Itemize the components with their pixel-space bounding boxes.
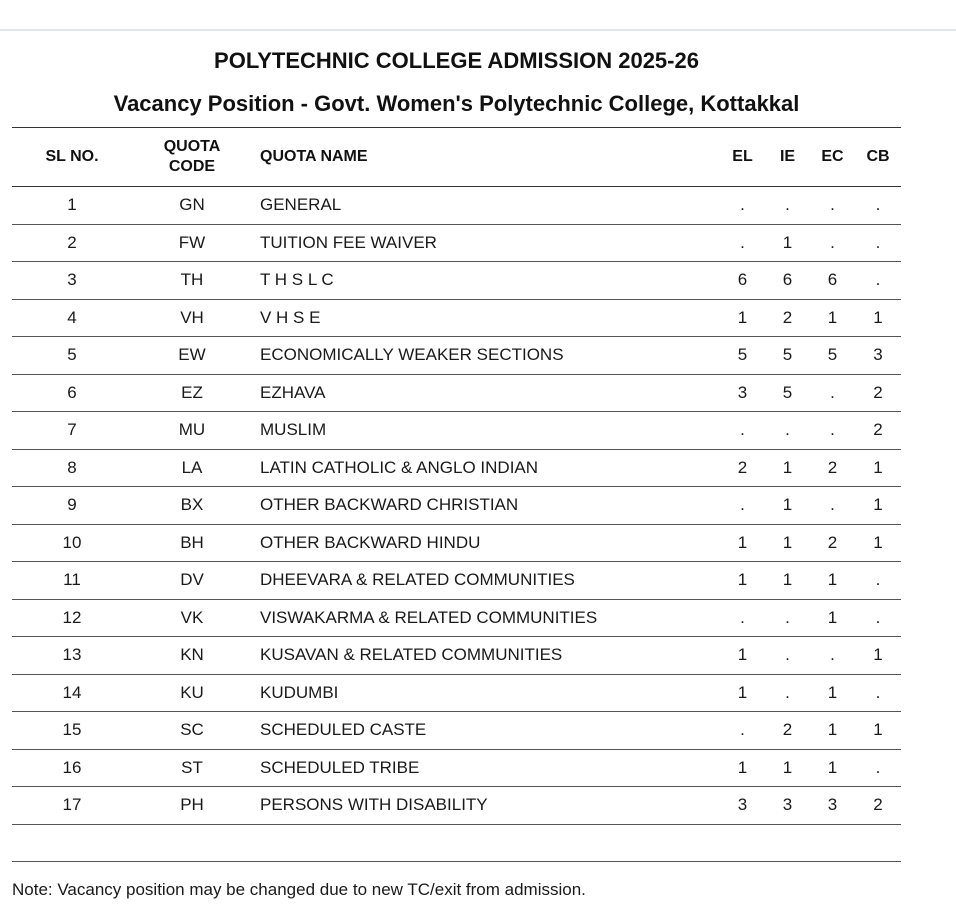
cell-cb: . [855,674,901,712]
table-body [12,187,901,862]
cell-ie: . [765,674,810,712]
cell-cb: 1 [855,449,901,487]
cell-quota-name: V H S E [252,299,720,337]
cell-el: . [720,487,765,525]
cell-ie: 5 [765,337,810,375]
cell-ie: 1 [765,449,810,487]
cell-quota-code: EZ [132,374,252,412]
cell-ec: . [810,412,855,450]
cell-ec: . [810,224,855,262]
cell-cb: . [855,749,901,787]
cell-ec: 6 [810,262,855,300]
cell-el: 1 [720,562,765,600]
cell-ie: . [765,599,810,637]
table-row [12,449,901,487]
cell-el: . [720,224,765,262]
cell-el: 3 [720,374,765,412]
table-row [12,637,901,675]
cell-el: . [720,412,765,450]
cell-el: 6 [720,262,765,300]
cell-el: 5 [720,337,765,375]
cell-quota-name: OTHER BACKWARD CHRISTIAN [252,487,720,525]
cell-quota-name: OTHER BACKWARD HINDU [252,524,720,562]
cell-ec: 1 [810,749,855,787]
cell-ec: . [810,487,855,525]
cell-ie: . [765,412,810,450]
cell-sl-no: 14 [12,674,132,712]
cell-ec: . [810,374,855,412]
vacancy-table [12,127,901,862]
table-row [12,187,901,225]
cell-quota-name: GENERAL [252,187,720,225]
cell-quota-name: ECONOMICALLY WEAKER SECTIONS [252,337,720,375]
cell-ec: 1 [810,299,855,337]
cell-el: 1 [720,674,765,712]
cell-quota-name: EZHAVA [252,374,720,412]
table-row [12,299,901,337]
cell-el: . [720,712,765,750]
cell-ie: 5 [765,374,810,412]
cell-sl-no: 2 [12,224,132,262]
table-row [12,712,901,750]
cell-ec: 1 [810,599,855,637]
cell-quota-name: SCHEDULED TRIBE [252,749,720,787]
cell-quota-name: PERSONS WITH DISABILITY [252,787,720,825]
cell-el: 1 [720,524,765,562]
cell-cb: 2 [855,412,901,450]
table-row [12,337,901,375]
blank-cell [12,824,132,861]
cell-quota-name: TUITION FEE WAIVER [252,224,720,262]
cell-cb: . [855,599,901,637]
cell-ie: 1 [765,562,810,600]
cell-ie: 3 [765,787,810,825]
header-quota-name: QUOTA NAME [252,128,720,187]
cell-cb: 1 [855,637,901,675]
table-row [12,224,901,262]
cell-ec: 2 [810,449,855,487]
cell-ie: 2 [765,299,810,337]
cell-cb: 1 [855,299,901,337]
cell-sl-no: 8 [12,449,132,487]
footnote: Note: Vacancy position may be changed due to new TC/exit from admission. [12,880,586,899]
cell-el: 1 [720,299,765,337]
cell-ec: 1 [810,712,855,750]
cell-quota-code: PH [132,787,252,825]
cell-sl-no: 4 [12,299,132,337]
header-sl-no: SL NO. [12,128,132,187]
blank-cell [720,824,765,861]
cell-sl-no: 13 [12,637,132,675]
cell-cb: 2 [855,787,901,825]
cell-sl-no: 6 [12,374,132,412]
cell-ec: . [810,187,855,225]
cell-ie: 1 [765,524,810,562]
blank-cell [252,824,720,861]
cell-quota-name: VISWAKARMA & RELATED COMMUNITIES [252,599,720,637]
blank-cell [132,824,252,861]
blank-row [12,824,901,861]
cell-sl-no: 16 [12,749,132,787]
cell-sl-no: 11 [12,562,132,600]
cell-cb: 1 [855,487,901,525]
cell-cb: . [855,187,901,225]
cell-quota-code: BX [132,487,252,525]
cell-ie: 1 [765,487,810,525]
blank-cell [810,824,855,861]
header-quota-code: QUOTA CODE [132,128,252,187]
top-divider [0,29,956,31]
cell-el: 2 [720,449,765,487]
page-subtitle: Vacancy Position - Govt. Women's Polytechnic College, Kottakkal [113,91,800,116]
blank-cell [855,824,901,861]
cell-ie: 2 [765,712,810,750]
cell-quota-code: GN [132,187,252,225]
header-cb: CB [855,128,901,187]
cell-ec: . [810,637,855,675]
cell-quota-code: FW [132,224,252,262]
cell-ie: . [765,637,810,675]
cell-quota-code: VH [132,299,252,337]
table-row [12,599,901,637]
cell-sl-no: 12 [12,599,132,637]
cell-quota-code: KU [132,674,252,712]
cell-cb: . [855,562,901,600]
cell-quota-code: ST [132,749,252,787]
header-ie: IE [765,128,810,187]
blank-cell [765,824,810,861]
cell-ec: 1 [810,674,855,712]
table-row [12,524,901,562]
cell-sl-no: 3 [12,262,132,300]
table-row [12,674,901,712]
table-row [12,412,901,450]
cell-ec: 1 [810,562,855,600]
cell-cb: 3 [855,337,901,375]
cell-el: 1 [720,749,765,787]
table-row [12,374,901,412]
cell-sl-no: 9 [12,487,132,525]
cell-cb: 1 [855,712,901,750]
cell-quota-code: EW [132,337,252,375]
cell-ie: 6 [765,262,810,300]
cell-ie: 1 [765,749,810,787]
cell-sl-no: 5 [12,337,132,375]
table-row [12,262,901,300]
cell-cb: 1 [855,524,901,562]
cell-quota-code: SC [132,712,252,750]
cell-ec: 3 [810,787,855,825]
table-row [12,787,901,825]
cell-quota-code: VK [132,599,252,637]
cell-el: . [720,599,765,637]
table-header-row [12,128,901,187]
cell-quota-name: SCHEDULED CASTE [252,712,720,750]
header-el: EL [720,128,765,187]
cell-quota-name: T H S L C [252,262,720,300]
cell-quota-name: KUSAVAN & RELATED COMMUNITIES [252,637,720,675]
header-ec: EC [810,128,855,187]
cell-quota-code: MU [132,412,252,450]
cell-quota-name: DHEEVARA & RELATED COMMUNITIES [252,562,720,600]
table-row [12,487,901,525]
cell-quota-code: TH [132,262,252,300]
cell-sl-no: 7 [12,412,132,450]
cell-el: . [720,187,765,225]
cell-sl-no: 10 [12,524,132,562]
cell-cb: . [855,224,901,262]
page-title: POLYTECHNIC COLLEGE ADMISSION 2025-26 [214,48,699,73]
cell-sl-no: 17 [12,787,132,825]
cell-ie: . [765,187,810,225]
cell-sl-no: 1 [12,187,132,225]
cell-quota-name: LATIN CATHOLIC & ANGLO INDIAN [252,449,720,487]
cell-quota-code: LA [132,449,252,487]
cell-quota-code: BH [132,524,252,562]
cell-ec: 2 [810,524,855,562]
cell-el: 3 [720,787,765,825]
cell-quota-code: KN [132,637,252,675]
cell-ec: 5 [810,337,855,375]
cell-cb: 2 [855,374,901,412]
cell-cb: . [855,262,901,300]
cell-quota-name: KUDUMBI [252,674,720,712]
cell-quota-name: MUSLIM [252,412,720,450]
cell-sl-no: 15 [12,712,132,750]
cell-el: 1 [720,637,765,675]
cell-quota-code: DV [132,562,252,600]
table-row [12,749,901,787]
cell-ie: 1 [765,224,810,262]
table-row [12,562,901,600]
